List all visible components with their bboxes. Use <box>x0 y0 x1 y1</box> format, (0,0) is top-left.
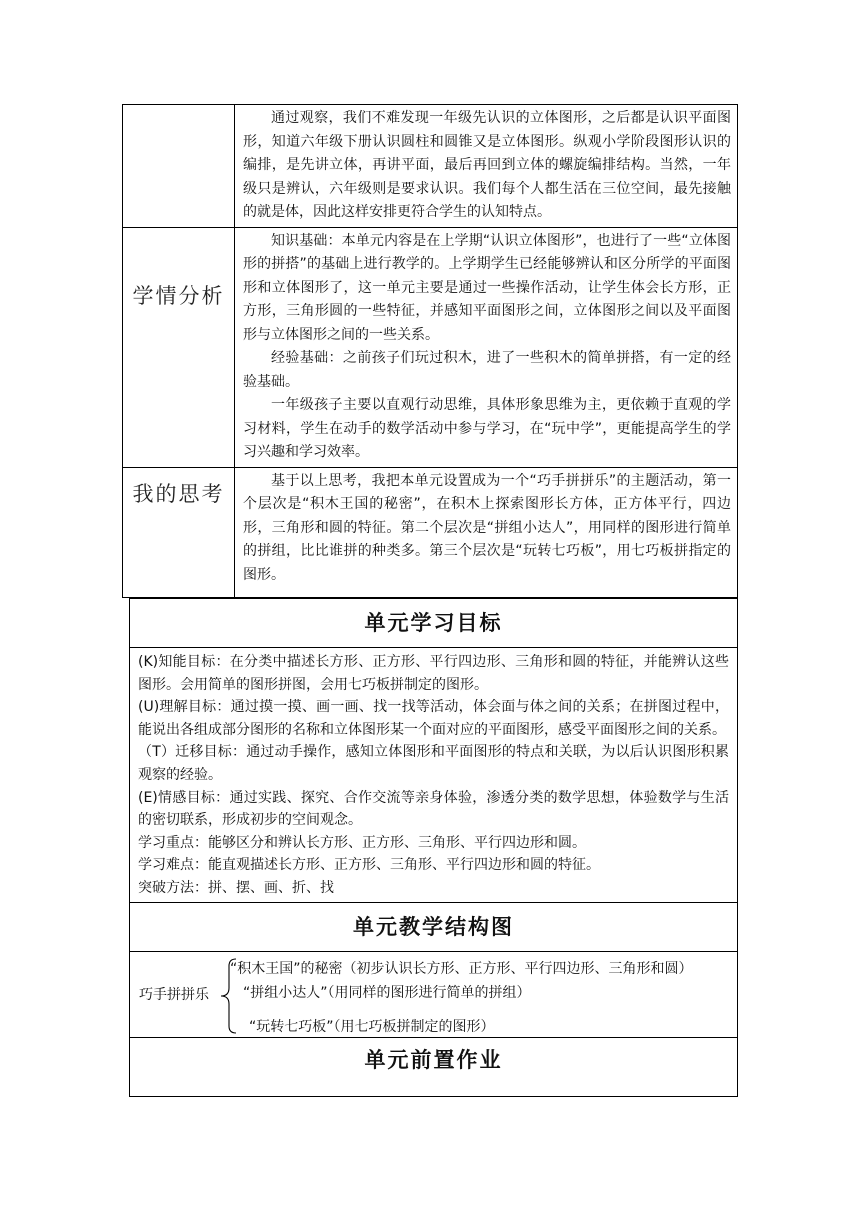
structure-branch: “玩转七巧板”（用七巧板拼制定的图形） <box>249 1018 495 1035</box>
structure-diagram <box>130 952 737 1038</box>
structure-title: 单元教学结构图 <box>130 903 737 952</box>
content-paragraph: 基于以上思考，我把本单元设置成为一个“巧手拼拼乐”的主题活动，第一个层次是“积木王国的秘密”，在积木上探索图形长方体，正方体平行，四边形，三角形和圆的特征。第二个层次是“拼组小达人”，用同样的图形进行简单的拼组，比比谁拼的种类多。第三个层次是“玩转七巧板”，用七巧板拼指定的图形。 <box>243 472 731 583</box>
goal-item: （T）迁移目标：通过动手操作，感知立体图形和平面图形的特点和关联，为以后认识图形积累观察的经验。 <box>138 744 729 783</box>
goal-item: 突破方法：拼、摆、画、折、找 <box>138 879 334 896</box>
goal-item: (K)知能目标：在分类中描述长方形、正方形、平行四边形、三角形和圆的特征，并能辨认这些图形。会用简单的图形拼图，会用七巧板拼制定的图形。 <box>138 654 729 693</box>
structure-branch: “积木王国”的秘密（初步认识长方形、正方形、平行四边形、三角形和圆） <box>230 960 693 977</box>
table-row <box>123 467 738 598</box>
row-label-cell <box>123 467 235 598</box>
homework-title: 单元前置作业 <box>364 1047 503 1072</box>
row-label-my-thinking: 我的思考 <box>132 481 225 506</box>
row-label-cell <box>123 227 235 467</box>
row-content-cell <box>235 105 738 228</box>
structure-branch: “拼组小达人”（用同样的图形进行简单的拼组） <box>243 984 531 1001</box>
table-row <box>123 227 738 467</box>
row-label-cell <box>123 105 235 228</box>
row-content-cell <box>235 227 738 467</box>
row-content-cell <box>235 467 738 598</box>
table-row <box>123 105 738 228</box>
goals-list <box>130 648 737 903</box>
analysis-table <box>122 104 738 598</box>
row-label-learning-analysis: 学情分析 <box>132 283 225 308</box>
content-paragraph: 经验基础：之前孩子们玩过积木，进了一些积木的简单拼搭，有一定的经验基础。 <box>243 350 731 390</box>
goal-item: 学习重点：能够区分和辨认长方形、正方形、三角形、平行四边形和圆。 <box>138 834 586 851</box>
content-paragraph: 通过观察，我们不难发现一年级先认识的立体图形，之后都是认识平面图形，知道六年级下册认识圆柱和圆锥又是立体图形。纵观小学阶段图形认识的编排，是先讲立体，再讲平面，最后再回到立体的螺旋编排结构。当然，一年级只是辨认，六年级则是要求认识。我们每个人都生活在三位空间，最先接触的就是体，因此这样安排更符合学生的认知特点。 <box>243 110 731 220</box>
goal-item: 学习难点：能直观描述长方形、正方形、三角形、平行四边形和圆的特征。 <box>138 857 600 874</box>
content-paragraph: 知识基础：本单元内容是在上学期“认识立体图形”，也进行了一些“立体图形的拼搭”的基础上进行教学的。上学期学生已经能够辨认和区分所学的平面图形和立体图形了，这一单元主要是通过一些操作活动，让学生体会长方形，正方形，三角形圆的一些特征，并感知平面图形之间，立体图形之间以及平面图形与立体图形之间的一些关系。 <box>243 232 731 343</box>
structure-root: 巧手拼拼乐 <box>139 986 209 1003</box>
content-paragraph: 一年级孩子主要以直观行动思维，具体形象思维为主，更依赖于直观的学习材料，学生在动手的数学活动中参与学习，在“玩中学”，更能提高学生的学习兴趣和学习效率。 <box>243 397 731 460</box>
row-label <box>123 105 234 115</box>
unit-plan-box <box>129 598 738 1097</box>
goals-title: 单元学习目标 <box>130 599 737 648</box>
goal-item: (U)理解目标：通过摸一摸、画一画、找一找等活动，体会面与体之间的关系；在拼图过程中，能说出各组成部分图形的名称和立体图形某一个面对应的平面图形，感受平面图形之间的关系。 <box>138 699 729 738</box>
goal-item: (E)情感目标：通过实践、探究、合作交流等亲身体验，渗透分类的数学思想，体验数学与生活的密切联系，形成初步的空间观念。 <box>138 789 729 829</box>
